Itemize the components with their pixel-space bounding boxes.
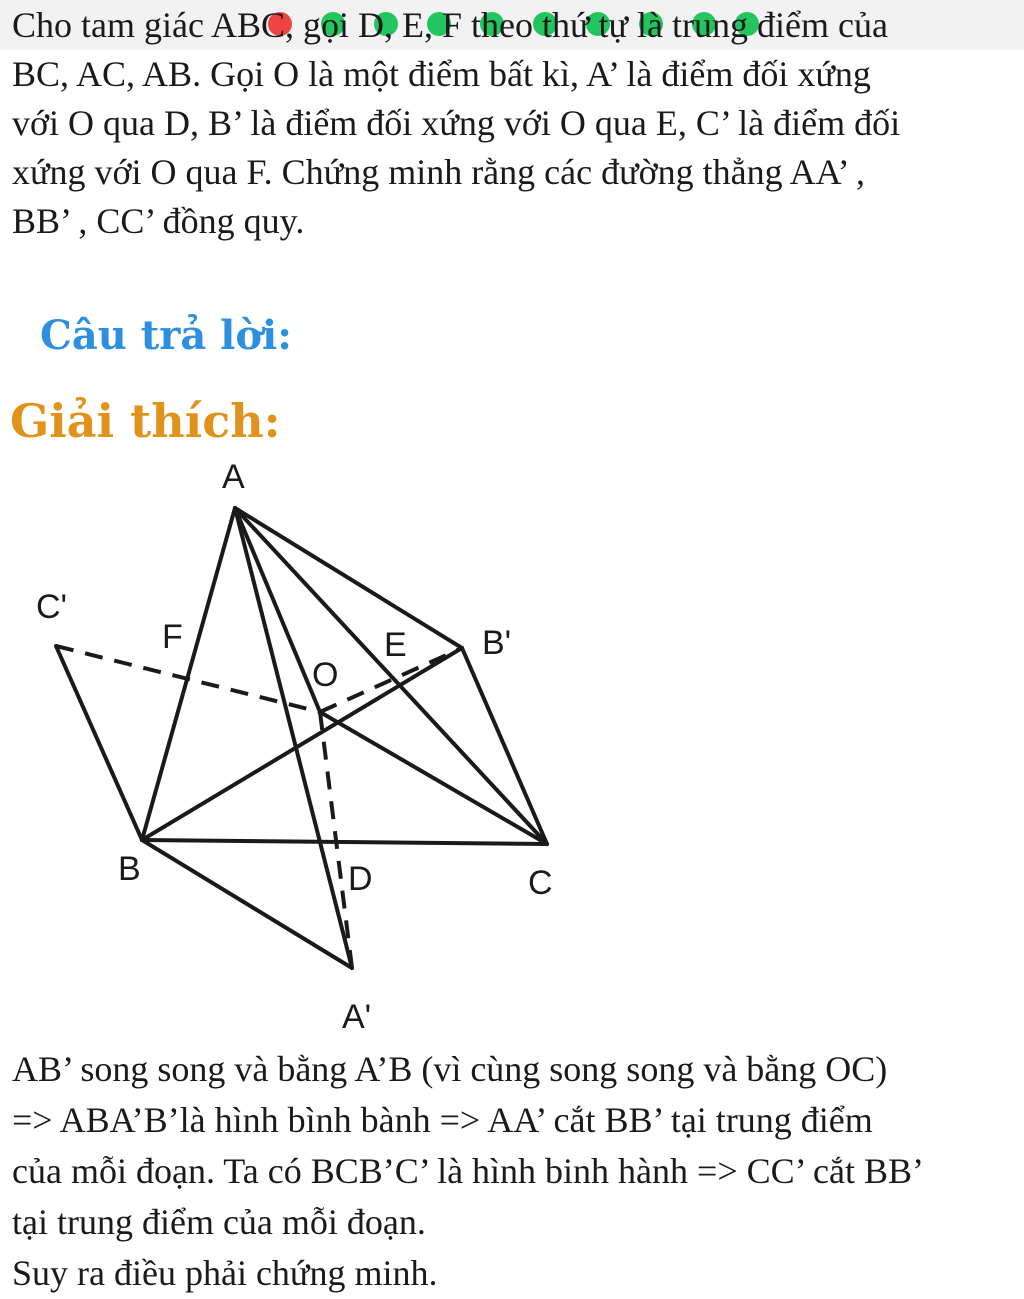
explanation-line-1: AB’ song song và bằng A’B (vì cùng song song và bằng OC) xyxy=(12,1049,888,1089)
segment-a-b xyxy=(142,508,235,840)
label-o: O xyxy=(312,656,339,694)
explanation-heading: Giải thích: xyxy=(10,394,281,448)
geometry-figure xyxy=(0,450,600,1040)
question-text xyxy=(12,5,1012,246)
explanation-text xyxy=(12,1044,1022,1299)
answer-heading: Câu trả lời: xyxy=(40,312,292,359)
label-a: A xyxy=(222,458,245,496)
label-b: B xyxy=(118,850,141,888)
question-line-1: BC, AC, AB. Gọi O là một điểm bất kì, A’ là điểm đối xứng xyxy=(12,54,871,94)
explanation-line-3: của mỗi đoạn. Ta có BCB’C’ là hình binh hành => CC’ cắt BB’ xyxy=(12,1151,924,1191)
segment-bprime-c xyxy=(462,648,547,844)
explanation-line-5: Suy ra điều phải chứng minh. xyxy=(12,1253,438,1293)
segment-b-bprime xyxy=(142,648,462,840)
question-line-0: Cho tam giác ABC, gọi D, E, F theo thứ tự là trung điểm của xyxy=(12,5,888,45)
segment-b-c xyxy=(142,840,547,844)
label-cprime: C' xyxy=(36,588,68,626)
segment-cprime-b xyxy=(56,646,142,840)
segment-a-c xyxy=(235,508,547,844)
segment-a-aprime xyxy=(235,508,352,968)
label-e: E xyxy=(384,626,407,664)
explanation-line-4: tại trung điểm của mỗi đoạn. xyxy=(12,1202,426,1242)
question-line-4: BB’ , CC’ đồng quy. xyxy=(12,201,305,241)
segment-a-bprime xyxy=(235,508,462,648)
label-f: F xyxy=(162,618,183,656)
label-d: D xyxy=(348,860,373,898)
label-bprime: B' xyxy=(482,624,512,662)
question-line-3: xứng với O qua F. Chứng minh rằng các đường thẳng AA’ , xyxy=(12,152,865,192)
explanation-line-2: => ABA’B’là hình bình bành => AA’ cắt BB’ tại trung điểm xyxy=(12,1100,873,1140)
segment-b-aprime xyxy=(142,840,352,968)
segment-o-c xyxy=(320,712,547,844)
label-c: C xyxy=(528,864,553,902)
question-line-2: với O qua D, B’ là điểm đối xứng với O qua E, C’ là điểm đối xyxy=(12,103,901,143)
label-aprime: A' xyxy=(342,998,372,1036)
